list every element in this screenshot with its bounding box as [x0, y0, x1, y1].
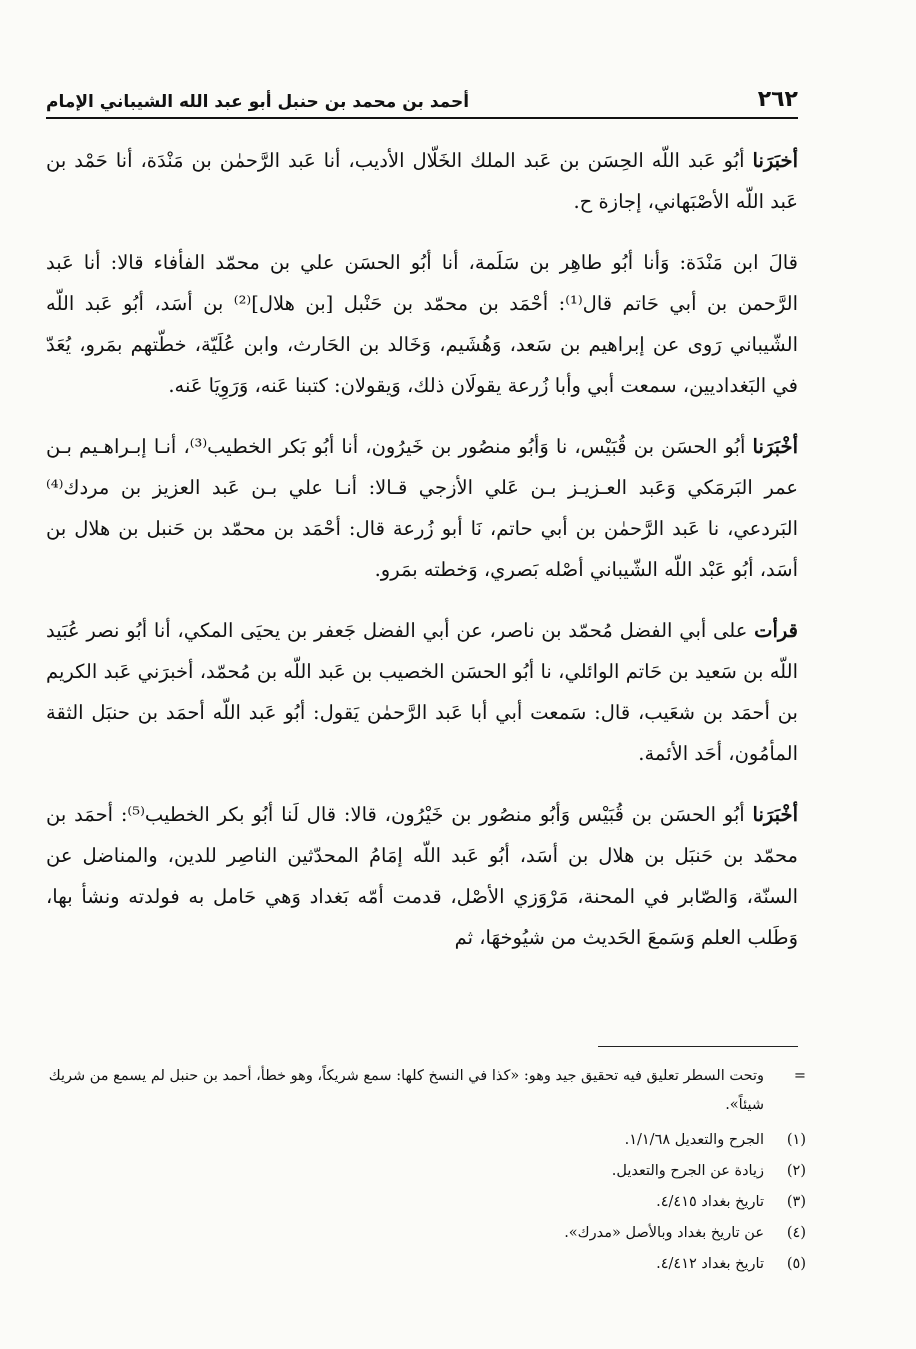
footnote-text: الجرح والتعديل ١/١/٦٨. — [624, 1132, 764, 1148]
footnote — [46, 1188, 806, 1217]
footnote — [46, 1126, 806, 1155]
footnote-number: (٤) — [786, 1225, 806, 1241]
footnote-number: (١) — [786, 1132, 806, 1148]
paragraph-text: أبُو الحسَن بن قُبَيْس وَأبُو منصُور بن خَيْرُون، قالا: قال لَنا أبُو بكر الخطيب⁽⁵⁾: أحمَد بن محمّد بن حَنبَل بن هلال بن أسَد، أبُو عَبد اللّه إمَامُ المحدّثين الناصِر للدين، والمناضل عن السنّة، وَالصّابر في المحنة، مَرْوَزي الأصْل، قدمت أمّه بَغداد وَهي حَامل به فولدته ونشأ بها، وَطَلب العلم وَسَمعَ الحَديث من شيُوخهَا، ثم — [46, 803, 798, 949]
footnote-text: تاريخ بغداد ٤/٤١٢. — [656, 1256, 764, 1272]
footnote-rule — [598, 1046, 798, 1047]
paragraph-lead: أخبَرَنا — [752, 149, 798, 172]
footnote-text: زيادة عن الجرح والتعديل. — [611, 1163, 764, 1179]
footnote-text: عن تاريخ بغداد وبالأصل «مدرك». — [564, 1225, 764, 1241]
paragraph-lead: أخْبَرَنا — [752, 803, 798, 826]
continuation-text: وتحت السطر تعليق فيه تحقيق جيد وهو: «كذا في النسخ كلها: سمع شريكاً، وهو خطأ، أحمد بن حنبل لم يسمع من شريك شيئاً». — [48, 1068, 764, 1113]
footnote-number: (٢) — [786, 1163, 806, 1179]
footnote-number: (٥) — [786, 1256, 806, 1272]
footnote-number: (٣) — [786, 1194, 806, 1210]
paragraph-text: أبُو الحسَن بن قُبَيْس، نا وَأبُو منصُور بن خَيرُون، أنا أبُو بَكر الخطيب⁽³⁾، أنـا إبـراهـيم بـن عمر البَرمَكي وَعَبد العـزيـز بـن عَلي الأزجي قـالا: أنـا علي بـن عَبد العزيز بن مردك⁽⁴⁾ البَردعي، نا عَبد الرَّحمٰن بن أبي حاتم، نَا أبو زُرعة قال: أحْمَد بن محمّد بن حَنبل بن هلال بن أسَد، أبُو عَبْد اللّه الشّيباني أصْله بَصري، وَخطته بمَرو. — [46, 435, 798, 581]
footnotes — [46, 1062, 806, 1281]
paragraph-text: على أبي الفضل مُحمّد بن ناصر، عن أبي الفضل جَعفر بن يحيَى المكي، أنا أبُو نصر عُبَيد اللّه بن سَعيد بن حَاتم الوائلي، نا أبُو الحسَن الخصيب بن عَبد اللّه بن مُحمّد، أخبرَني عَبد الكريم بن أحمَد بن شعَيب، قال: سَمعت أبي أبا عَبد الرَّحمٰن يَقول: أبُو عَبد اللّه أحمَد بن حنبَل الثقة المأمُون، أحَد الأئمة. — [46, 619, 798, 765]
main-text — [46, 140, 798, 978]
continuation-marker: = — [793, 1068, 806, 1084]
running-title: أحمد بن محمد بن حنبل أبو عبد الله الشيباني الإمام — [46, 92, 470, 112]
footnote-text: تاريخ بغداد ٤/٤١٥. — [656, 1194, 764, 1210]
page-header — [46, 72, 798, 112]
footnote-continuation — [46, 1062, 806, 1120]
paragraph — [46, 140, 798, 222]
header-rule — [46, 117, 798, 119]
page-number: ٢٦٢ — [757, 87, 798, 112]
paragraph — [46, 426, 798, 590]
paragraph-lead: أخْبَرَنا — [752, 435, 798, 458]
paragraph-text: قالَ ابن مَنْدَة: وَأنا أبُو طاهِر بن سَلَمة، أنا أبُو الحسَن علي بن محمّد الفأفاء قالا: أنا عَبد الرَّحمن بن أبي حَاتم قال⁽¹⁾: أحْمَد بن محمّد بن حَنْبل [بن هلال]⁽²⁾ بن أسَد، أبُو عَبد اللّه الشّيباني رَوى عن إبراهيم بن سَعد، وَهُشَيم، وَخَالد بن الحَارث، وابن عُلَيّة، خطّتهم بمَرو، يُعَدّ في البَغداديين، سمعت أبي وأبا زُرعة يقولَان ذلك، وَيقولان: كتبنا عَنه، وَرَوِيَا عَنه. — [46, 251, 798, 397]
paragraph — [46, 610, 798, 774]
paragraph-text: أبُو عَبد اللّه الحِسَن بن عَبد الملك الخَلّال الأديب، أنا عَبد الرَّحمٰن بن مَنْدَة، أنا حَمْد بن عَبد اللّه الأصْبَهاني، إجازة ح. — [46, 149, 798, 213]
footnote — [46, 1250, 806, 1279]
paragraph — [46, 242, 798, 406]
footnote — [46, 1157, 806, 1186]
paragraph-lead: قرأت — [754, 619, 798, 642]
paragraph — [46, 794, 798, 958]
footnote — [46, 1219, 806, 1248]
